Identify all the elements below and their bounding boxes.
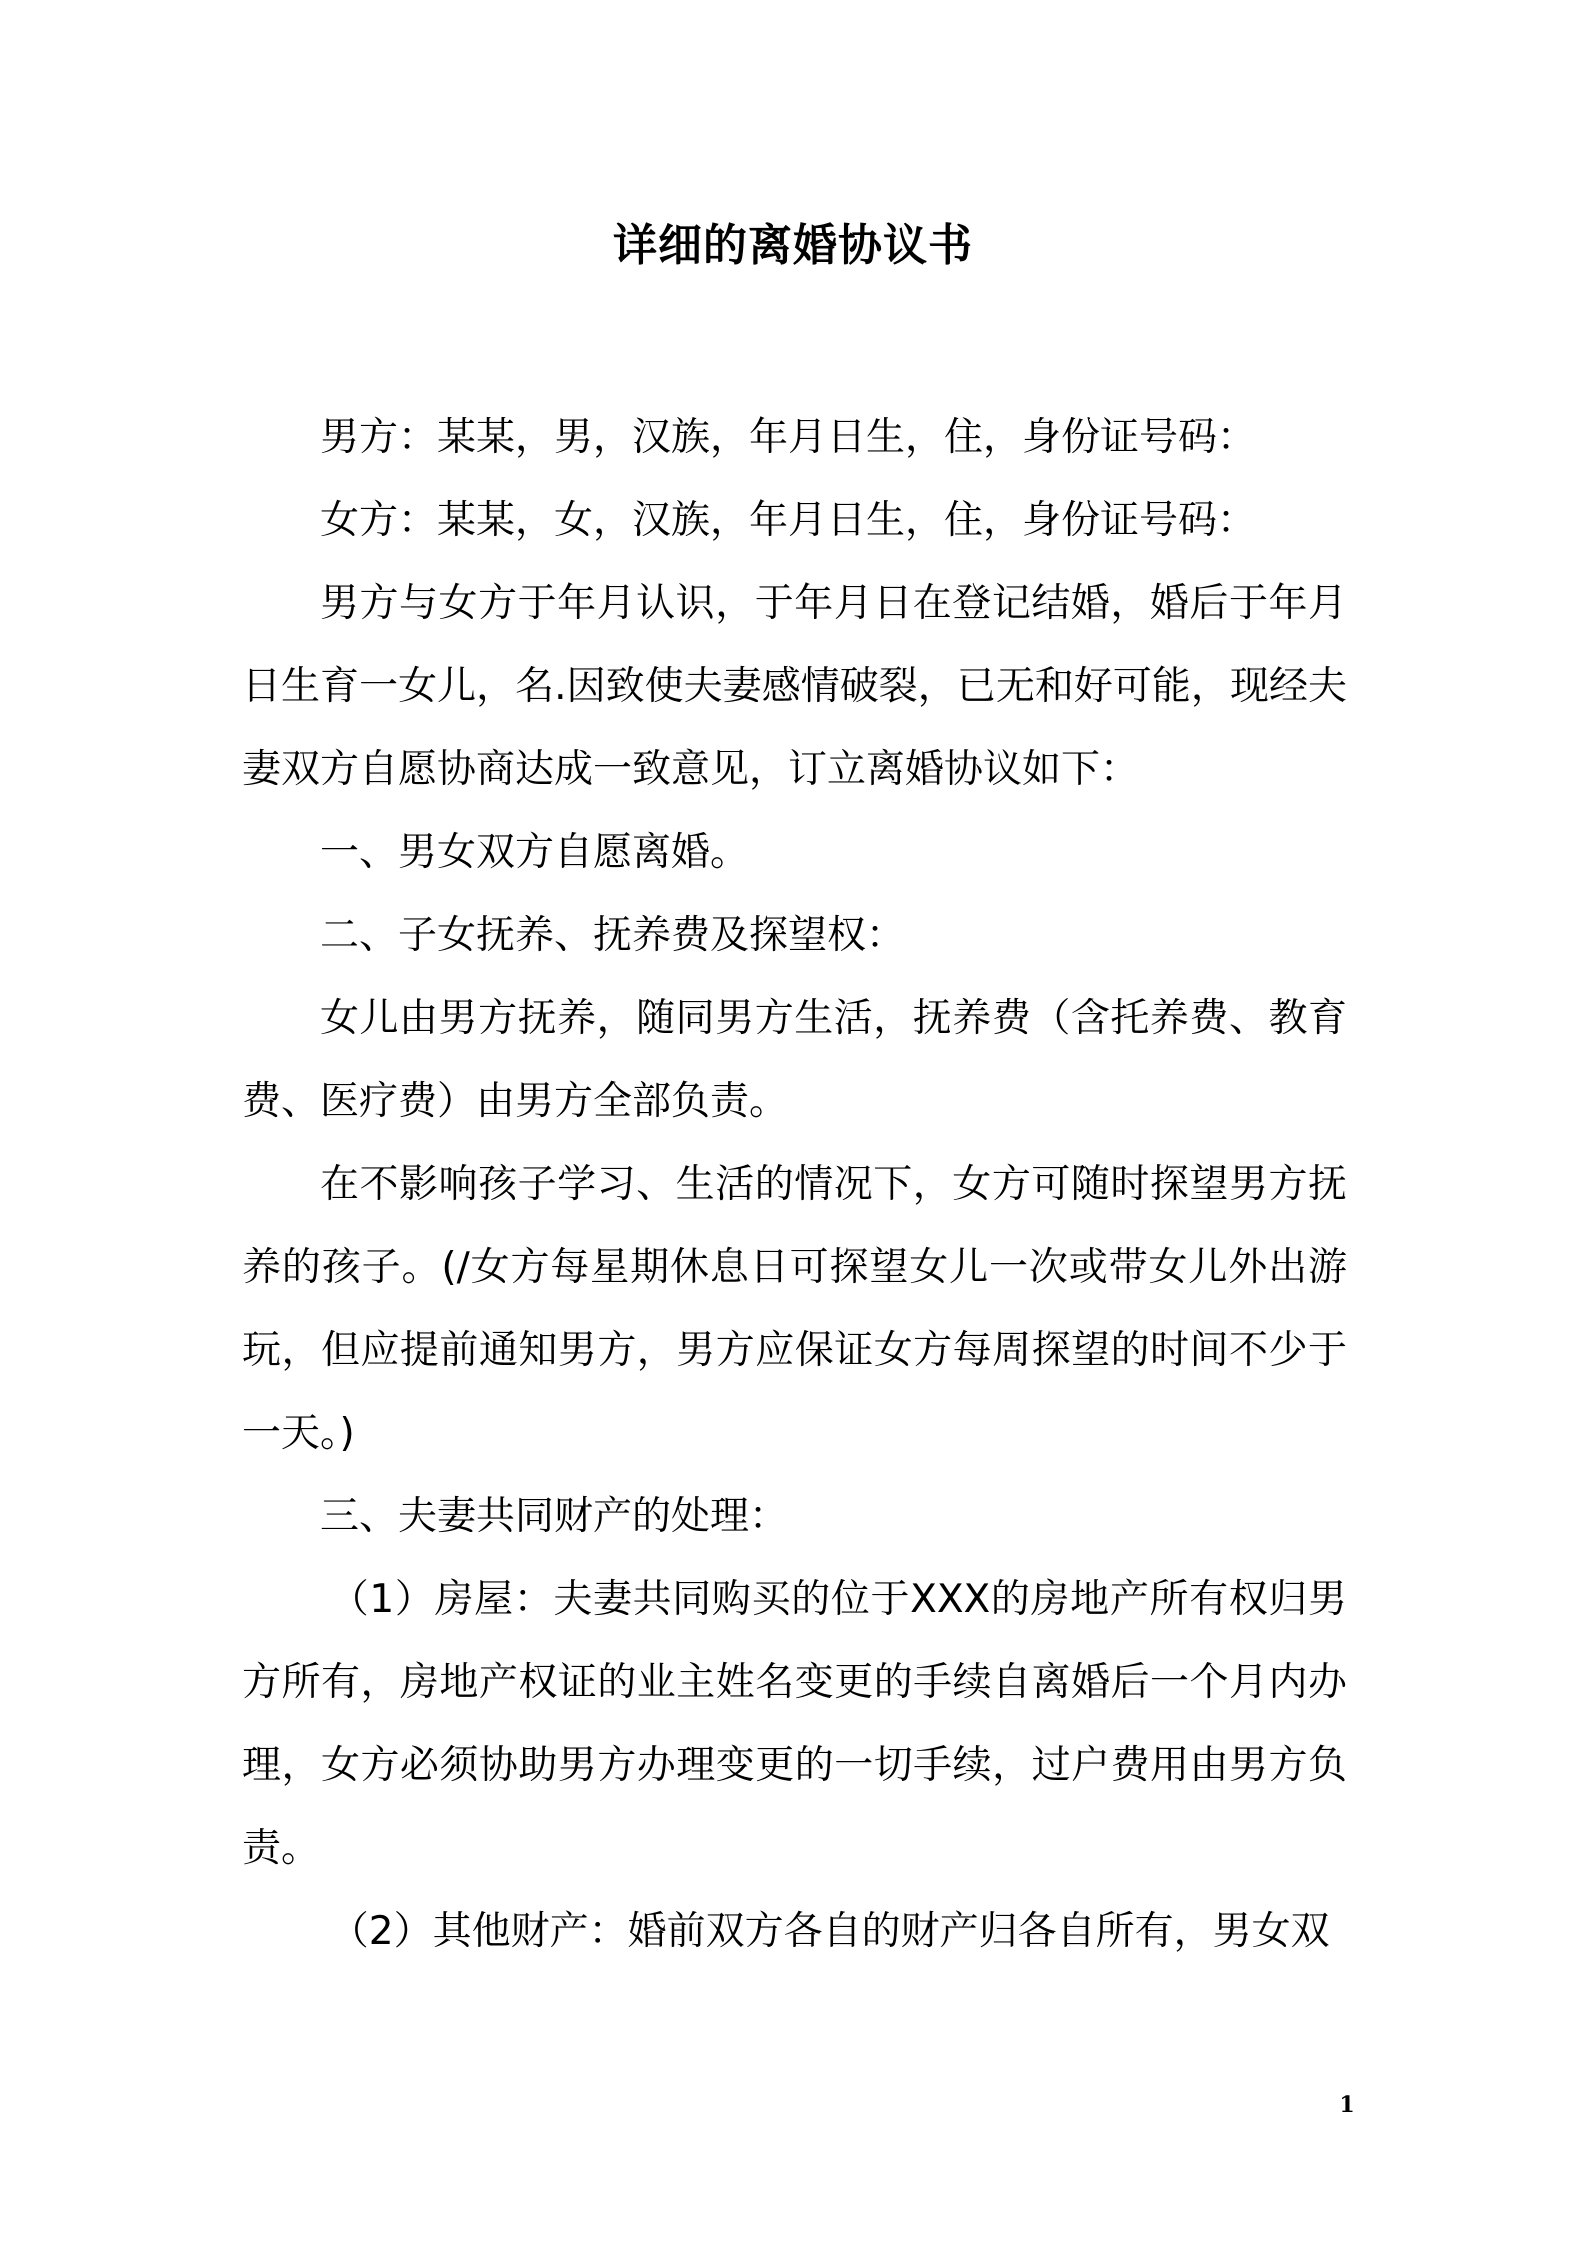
paragraph-custody: 女儿由男方抚养，随同男方生活，抚养费（含托养费、教育费、医疗费）由男方全部负责。 [242,996,1347,1124]
paragraph-property-other: （2）其他财产：婚前双方各自的财产归各自所有，男女双 [329,1909,1330,1954]
page-number: 1 [1339,2092,1355,2118]
paragraph-male-party: 男方：某某，男，汉族，年月日生，住，身份证号码： [320,415,1257,460]
document-title: 详细的离婚协议书 [613,220,973,271]
paragraph-visitation: 在不影响孩子学习、生活的情况下，女方可随时探望男方抚养的孩子。(/女方每星期休息日可探望女儿一次或带女儿外出游玩，但应提前通知男方，男方应保证女方每周探望的时间不少于一天。) [242,1162,1347,1456]
paragraph-clause-1: 一、男女双方自愿离婚。 [320,830,750,875]
paragraph-property-house: （1）房屋：夫妻共同购买的位于XXX的房地产所有权归男方所有，房地产权证的业主姓名变更的手续自离婚后一个月内办理，女方必须协助男方办理变更的一切手续，过户费用由男方负责。 [242,1577,1347,1871]
paragraph-clause-2-heading: 二、子女抚养、抚养费及探望权： [320,913,906,958]
paragraph-female-party: 女方：某某，女，汉族，年月日生，住，身份证号码： [320,498,1257,543]
document-body [242,396,1347,1973]
paragraph-clause-3-heading: 三、夫妻共同财产的处理： [320,1494,789,1539]
paragraph-background: 男方与女方于年月认识，于年月日在登记结婚，婚后于年月日生育一女儿，名.因致使夫妻感情破裂，已无和好可能，现经夫妻双方自愿协商达成一致意见，订立离婚协议如下： [242,581,1347,792]
